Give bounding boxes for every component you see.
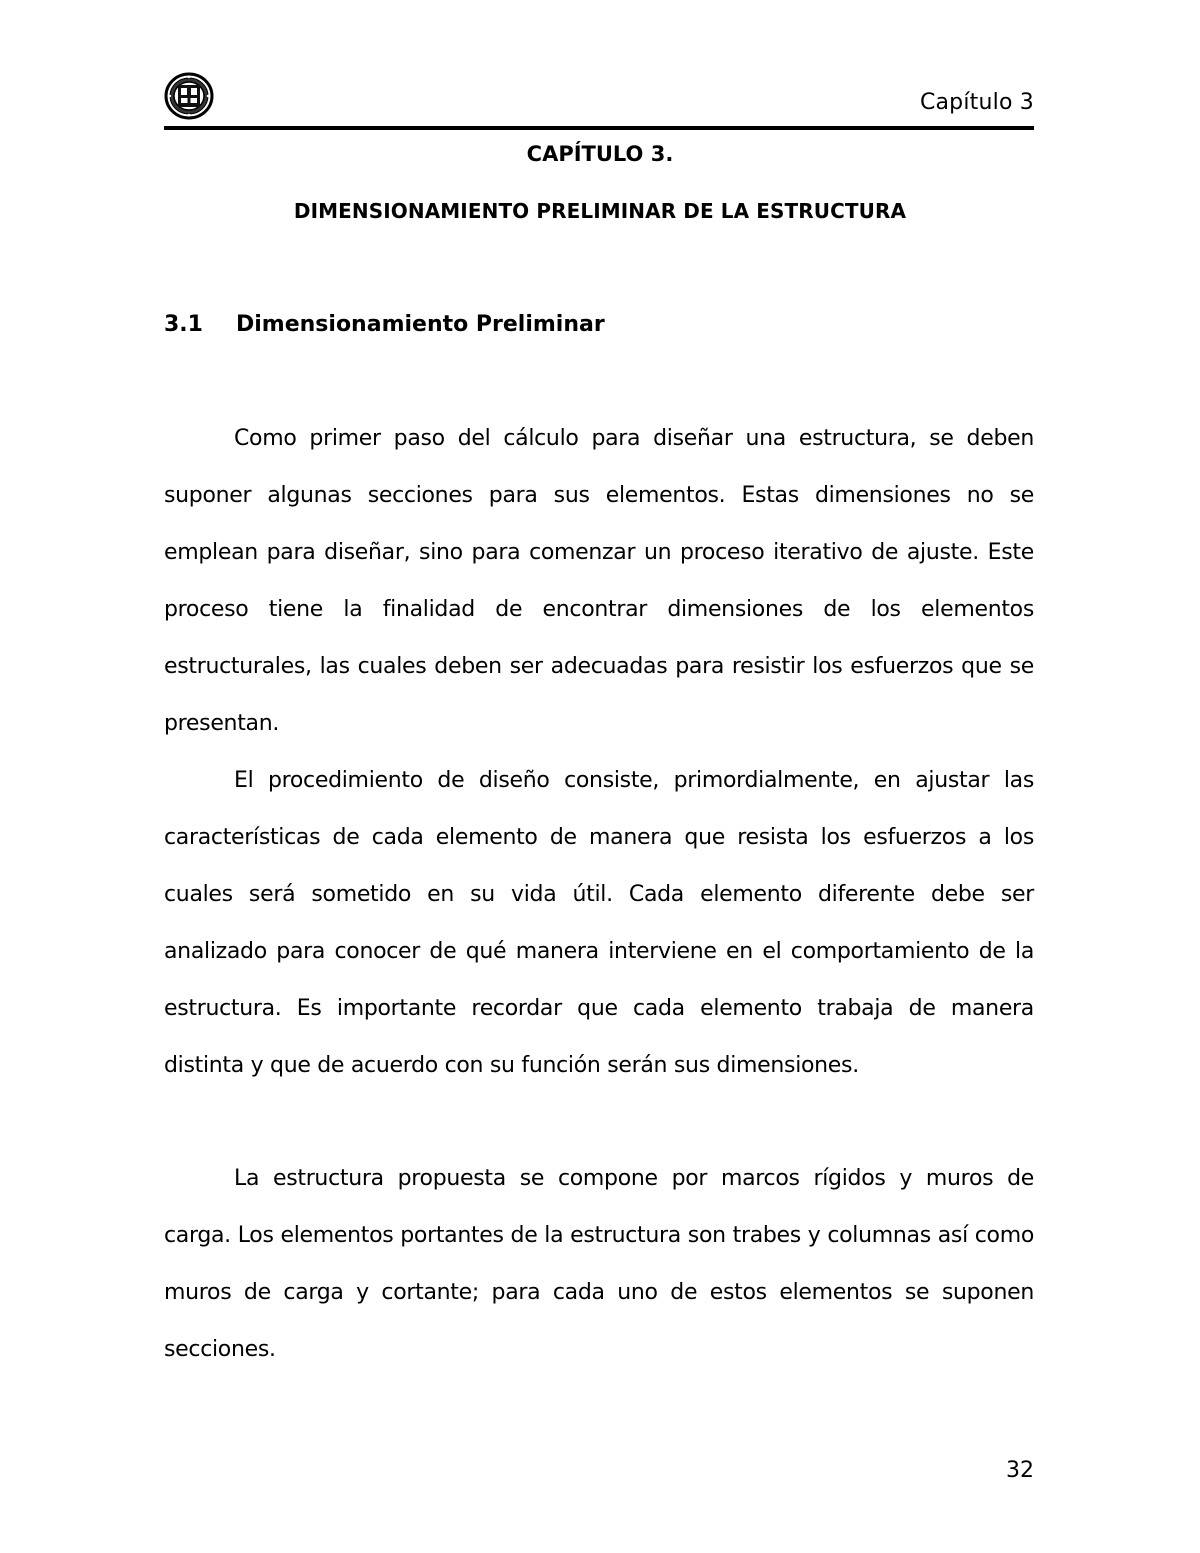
section-title: Dimensionamiento Preliminar xyxy=(236,312,605,337)
body-paragraph: Como primer paso del cálculo para diseñar una estructura, se deben suponer algunas secciones para sus elementos. Estas dimensiones no se emplean para diseñar, sino para comenzar un proceso iterativo de ajuste. Este proceso tiene la finalidad de encontrar dimensiones de los elementos estructurales, las cuales deben ser adecuadas para resistir los esfuerzos que se presentan. xyxy=(164,426,1034,736)
chapter-subtitle: DIMENSIONAMIENTO PRELIMINAR DE LA ESTRUCTURA xyxy=(293,199,907,223)
body-paragraph: El procedimiento de diseño consiste, primordialmente, en ajustar las características de cada elemento de manera que resista los esfuerzos a los cuales será sometido en su vida útil. Cada elemento diferente debe ser analizado para conocer de qué manera interviene en el comportamiento de la estructura. Es importante recordar que cada elemento trabaja de manera distinta y que de acuerdo con su función serán sus dimensiones. xyxy=(164,768,1034,1078)
running-header-chapter: Capítulo 3 xyxy=(919,90,1034,115)
chapter-title: CAPÍTULO 3. xyxy=(526,142,674,166)
header-rule xyxy=(164,126,1034,130)
university-seal-icon xyxy=(164,72,214,120)
page-header xyxy=(164,68,1034,132)
body-paragraph: La estructura propuesta se compone por marcos rígidos y muros de carga. Los elementos portantes de la estructura son trabes y columnas así como muros de carga y cortante; para cada uno de estos elementos se suponen secciones. xyxy=(164,1166,1034,1362)
page-number: 32 xyxy=(1006,1458,1034,1483)
section-number: 3.1 xyxy=(164,312,203,337)
section-heading xyxy=(164,312,605,337)
